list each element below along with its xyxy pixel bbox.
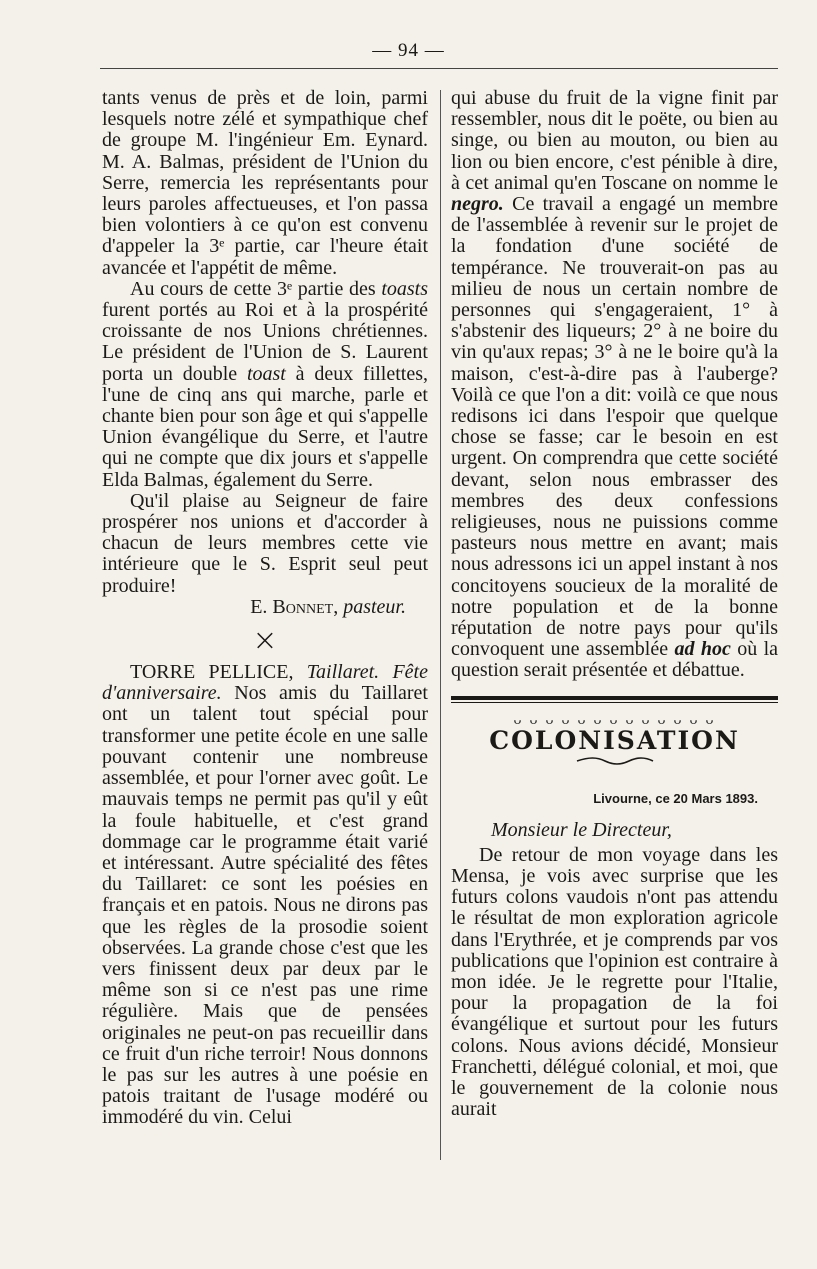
page-number: — 94 — <box>372 40 445 61</box>
letter-salutation: Monsieur le Directeur, <box>491 818 672 841</box>
signature: E. Bonnet, pasteur. <box>250 595 406 618</box>
letter-dateline: Livourne, ce 20 Mars 1893. <box>593 791 758 807</box>
letter-body: De retour de mon voyage dans les Mensa, je vois avec surprise que les futurs colons vaudois n'ont pas attendu le résultat de mon exploration agricole dans l'Erythrée, et je comprends par vos publications que l'opinion est contraire à mon idée. Je le regrette pour l'Italie, pour la propagation de la foi évangélique et surtout pour les futurs colons. Nous avions décidé, Monsieur Franchetti, délégué colonial, et moi, que le gouvernement de la colonie nous aurait <box>451 843 778 1121</box>
section-title: COLONISATION <box>489 725 740 755</box>
thick-rule <box>451 696 778 700</box>
swash-icon <box>575 755 655 767</box>
left-column <box>102 88 428 1129</box>
thin-rule <box>451 702 778 703</box>
section-separator: × <box>252 623 278 659</box>
right-column <box>451 88 778 1120</box>
paragraph-toasts: Au cours de cette 3ᵉ partie des toasts furent portés au Roi et à la prospérité croissante de nos Unions chrétiennes. Le président de l'Union de S. Laurent porta un double toast à deux fillettes, l'une de cinq ans qui marche, parle et chante bien pour son âge et qui s'appelle Union évangélique du Serre, et l'autre qui ne compte que dix jours et s'appelle Elda Balmas, également du Serre. <box>102 277 429 491</box>
ornament-border: ᴗ ᴗ ᴗ ᴗ ᴗ ᴗ ᴗ ᴗ ᴗ ᴗ ᴗ ᴗ ᴗ <box>513 710 716 728</box>
paragraph-union-serre: tants venus de près et de loin, parmi lesquels notre zélé et sympathique chef de groupe M. l'ingénieur Em. Eynard. M. A. Balmas, président de l'Union du Serre, remercia les représentants pour leurs paroles affectueuses, et l'on passa bien volontiers à ce qu'on est convenu d'appeler la 3ᵉ partie, car l'heure était avancée et l'appétit de même. <box>102 87 428 279</box>
column-divider <box>440 90 441 1160</box>
paragraph-blessing: Qu'il plaise au Seigneur de faire prospérer nos unions et d'accorder à chacun de leurs membres cette vie intérieure que le S. Esprit seul peut produire! <box>102 489 428 597</box>
paragraph-temperance: qui abuse du fruit de la vigne finit par ressembler, nous dit le poëte, ou bien au singe, ou bien au mouton, ou bien au lion ou bien encore, c'est pénible à dire, à cet animal qu'en Toscane on nomme le negro. Ce travail a engagé un membre de l'assemblée à revenir sur le projet de la fondation d'une société de tempérance. Ne trouverait-on pas au milieu de nous un certain nombre de personnes qui s'engageraient, 1° à s'abstenir des liqueurs; 2° à ne boire du vin qu'aux repas; 3° à ne le boire qu'à la maison, c'est-à-dire pas à l'auberge? Voilà ce que l'on a dit: voilà ce que nous redisons ici dans l'espoir que quelque chose se fasse; car le besoin en est urgent. On comprendra que cette société devant, selon nous embrasser des membres des deux confessions religieuses, nous ne puissions comme pasteurs nous mettre en avant; mais nous adressons ici un appel instant à nos concitoyens soucieux de la moralité de notre population et de la bonne réputation de notre pays pour qu'ils convoquent une assemblée ad hoc où la question serait présentée et débattue. <box>451 87 779 682</box>
header-rule <box>100 68 778 69</box>
paragraph-taillaret: TORRE PELLICE, Taillaret. Fête d'anniversaire. Nos amis du Taillaret ont un talent tout spécial pour transformer une petite école en une salle pouvant contenir une nombreuse assemblée, et pour l'orner avec goût. Le mauvais temps ne permit pas qu'il y eût la foule habituelle, et c'est grand dommage car le programme était varié et intéressant. Autre spécialité des fêtes du Taillaret: ce sont les poésies en français et en patois. Nous ne dirons pas que les règles de la prosodie soient observées. La grande chose c'est que les vers finissent deux par deux par le même son si ce n'est pas une rime régulière. Mais que de pensées originales ne peut-on pas recueillir dans ce fruit d'un riche terroir! Nous donnons le pas sur les autres à une poésie en patois traitant de l'usage modéré ou immodéré du vin. Celui <box>102 661 428 1129</box>
